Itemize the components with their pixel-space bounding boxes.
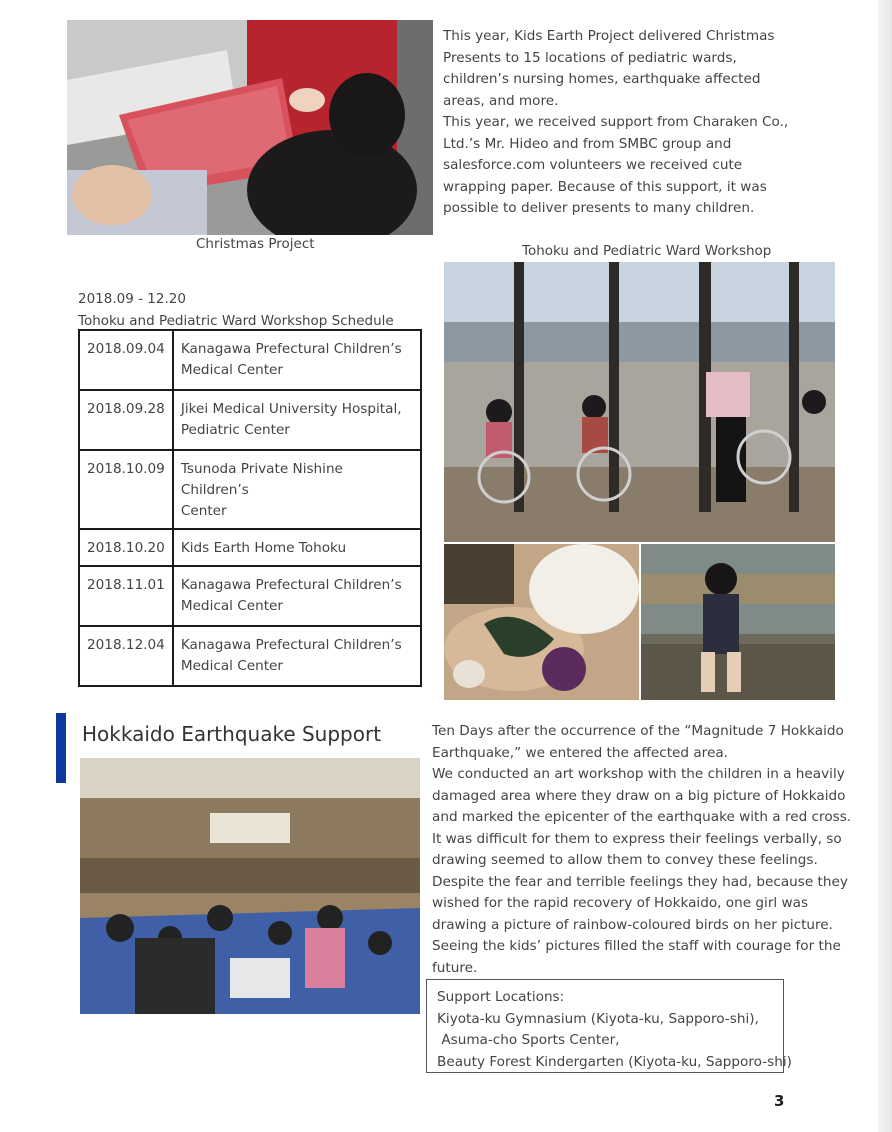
schedule-place bbox=[173, 450, 421, 529]
page-number: 3 bbox=[774, 1092, 785, 1110]
table-row bbox=[79, 566, 421, 626]
schedule-period: 2018.09 - 12.20 bbox=[78, 291, 186, 307]
text-line: Earthquake,” we entered the affected area. bbox=[432, 744, 728, 761]
text-line: We conducted an art workshop with the children in a heavily bbox=[432, 766, 845, 782]
table-row bbox=[79, 529, 421, 566]
text-line: salesforce.com volunteers we received cute bbox=[443, 157, 743, 173]
text-line: This year, Kids Earth Project delivered Christmas bbox=[443, 28, 775, 44]
support-locations-box bbox=[426, 979, 792, 1073]
text-line: Seeing the kids’ pictures filled the staff with courage for the bbox=[432, 938, 841, 954]
text-line: wished for the rapid recovery of Hokkaido, one girl was bbox=[432, 895, 809, 911]
support-location: Asuma-cho Sports Center, bbox=[437, 1032, 620, 1048]
support-location: Beauty Forest Kindergarten (Kiyota-ku, Sapporo-shi) bbox=[437, 1053, 792, 1070]
schedule-place bbox=[173, 626, 421, 686]
table-row bbox=[79, 330, 421, 390]
schedule-place bbox=[173, 330, 421, 390]
table-row bbox=[79, 390, 421, 450]
text-line: damaged area where they draw on a big picture of Hokkaido bbox=[432, 787, 846, 804]
text-line: Ltd.’s Mr. Hideo and from SMBC group and bbox=[443, 135, 732, 152]
schedule-place bbox=[173, 529, 421, 566]
place-line: Kanagawa Prefectural Children’s bbox=[180, 341, 402, 357]
workshop-child-photo bbox=[641, 544, 835, 700]
place-line: Kanagawa Prefectural Children’s bbox=[180, 577, 402, 593]
hokkaido-paragraph bbox=[432, 721, 851, 979]
table-row bbox=[79, 626, 421, 686]
workshop-photo-caption: Tohoku and Pediatric Ward Workshop bbox=[522, 243, 772, 259]
text-line: future. bbox=[432, 959, 478, 976]
place-line: Center bbox=[180, 503, 227, 519]
workshop-window-photo bbox=[444, 262, 835, 542]
schedule-place bbox=[173, 566, 421, 626]
schedule-date: 2018.10.20 bbox=[79, 529, 173, 566]
text-line: possible to deliver presents to many children. bbox=[443, 200, 755, 216]
page-edge-shadow bbox=[878, 0, 892, 1132]
place-line: Kids Earth Home Tohoku bbox=[180, 540, 347, 556]
place-line: Tsunoda Private Nishine Children’s bbox=[180, 461, 343, 498]
text-line: areas, and more. bbox=[443, 92, 559, 109]
text-line: and marked the epicenter of the earthquake with a red cross. bbox=[432, 809, 852, 825]
christmas-photo-caption: Christmas Project bbox=[196, 236, 315, 252]
place-line: Medical Center bbox=[180, 598, 283, 614]
schedule-table bbox=[78, 329, 422, 687]
support-location: Kiyota-ku Gymnasium (Kiyota-ku, Sapporo-shi), bbox=[437, 1010, 759, 1027]
support-locations-title: Support Locations: bbox=[437, 989, 565, 1005]
christmas-project-photo bbox=[67, 20, 433, 235]
text-line: Despite the fear and terrible feelings they had, because they bbox=[432, 873, 848, 890]
text-line: Presents to 15 locations of pediatric wards, bbox=[443, 49, 737, 66]
place-line: Medical Center bbox=[180, 362, 283, 378]
text-line: Ten Days after the occurrence of the “Magnitude 7 Hokkaido bbox=[432, 723, 844, 739]
schedule-heading bbox=[78, 288, 394, 332]
place-line: Medical Center bbox=[180, 658, 283, 674]
text-line: drawing a picture of rainbow-coloured birds on her picture. bbox=[432, 916, 833, 933]
schedule-title: Tohoku and Pediatric Ward Workshop Schedule bbox=[78, 313, 394, 329]
table-row bbox=[79, 450, 421, 529]
text-line: It was difficult for them to express their feelings verbally, so bbox=[432, 830, 842, 847]
schedule-date: 2018.10.09 bbox=[79, 450, 173, 529]
place-line: Kanagawa Prefectural Children’s bbox=[180, 637, 402, 653]
hokkaido-gym-photo bbox=[80, 758, 420, 1014]
section-title: Hokkaido Earthquake Support bbox=[82, 722, 382, 746]
schedule-date: 2018.09.28 bbox=[79, 390, 173, 450]
text-line: wrapping paper. Because of this support, it was bbox=[443, 178, 767, 195]
text-line: This year, we received support from Charaken Co., bbox=[443, 114, 789, 130]
section-accent-bar bbox=[56, 713, 66, 783]
schedule-date: 2018.11.01 bbox=[79, 566, 173, 626]
schedule-date: 2018.09.04 bbox=[79, 330, 173, 390]
schedule-date: 2018.12.04 bbox=[79, 626, 173, 686]
place-line: Jikei Medical University Hospital, bbox=[180, 401, 402, 417]
christmas-paragraph bbox=[443, 26, 788, 220]
text-line: children’s nursing homes, earthquake affected bbox=[443, 71, 761, 87]
schedule-place bbox=[173, 390, 421, 450]
workshop-painting-photo bbox=[444, 544, 639, 700]
text-line: drawing seemed to allow them to convey these feelings. bbox=[432, 852, 818, 868]
place-line: Pediatric Center bbox=[180, 422, 290, 438]
